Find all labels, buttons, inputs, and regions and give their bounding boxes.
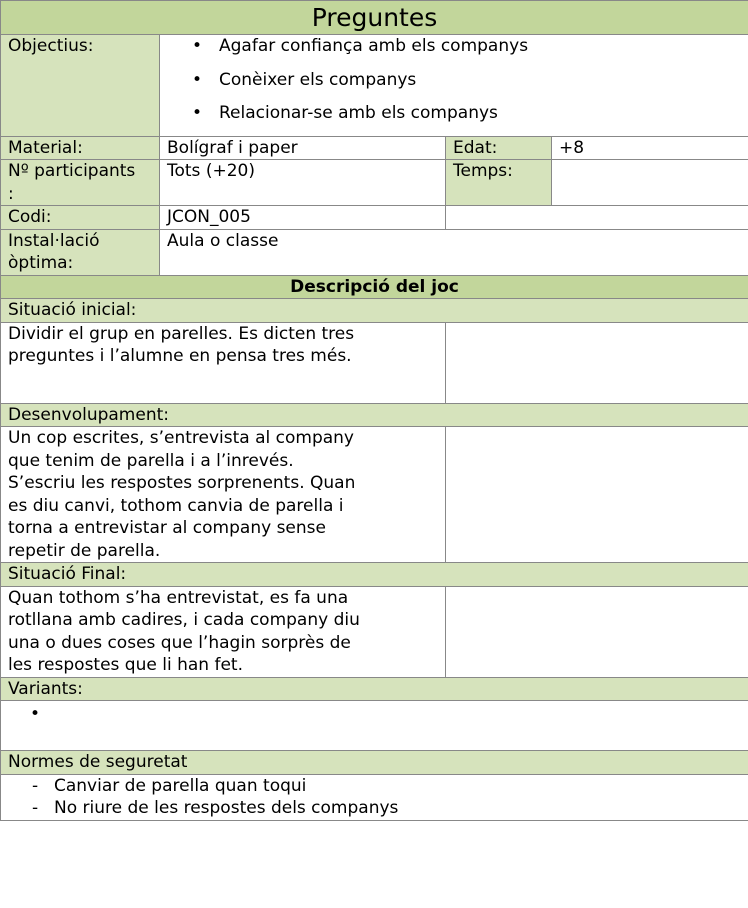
text-line: preguntes i l’alumne en pensa tres més.	[8, 346, 352, 366]
codi-label: Codi:	[1, 206, 160, 230]
dash-icon: -	[32, 775, 39, 796]
desenvolupament-notes	[446, 427, 748, 563]
text-line: Dividir el grup en parelles. Es dicten tres	[8, 323, 355, 344]
desenvolupament-label: Desenvolupament:	[1, 403, 748, 427]
objectius-item: • Relacionar-se amb els companys	[192, 102, 748, 136]
desenvolupament-text	[1, 427, 446, 563]
objectius-value	[160, 35, 748, 137]
normes-item-text: No riure de les respostes dels companys	[54, 798, 399, 818]
text-line: Quan tothom s’ha entrevistat, es fa una	[8, 587, 349, 608]
situacio-inicial-text	[1, 322, 446, 403]
text-line: repetir de parella.	[8, 540, 161, 561]
installacio-label-line: Instal·lació	[8, 230, 100, 251]
page-title: Preguntes	[1, 1, 748, 35]
variants-list	[1, 701, 748, 751]
participants-label	[1, 160, 160, 206]
participants-label-line: :	[8, 183, 14, 204]
material-label: Material:	[1, 136, 160, 160]
situacio-inicial-notes	[446, 322, 748, 403]
temps-label: Temps:	[446, 160, 552, 206]
normes-item-text: Canviar de parella quan toqui	[54, 775, 307, 796]
situacio-final-text	[1, 586, 446, 677]
edat-label: Edat:	[446, 136, 552, 160]
situacio-final-label: Situació Final:	[1, 563, 748, 587]
situacio-final-notes	[446, 586, 748, 677]
normes-item	[9, 797, 748, 820]
text-line: rotllana amb cadires, i cada company diu	[8, 610, 360, 630]
objectius-item: • Agafar confiança amb els companys	[192, 35, 748, 69]
edat-value: +8	[552, 136, 748, 160]
text-line: torna a entrevistar al company sense	[8, 518, 326, 538]
objectius-item: • Conèixer els companys	[192, 69, 748, 103]
temps-value	[552, 160, 748, 206]
text-line: es diu canvi, tothom canvia de parella i	[8, 495, 344, 516]
bullet-icon: •	[30, 704, 41, 724]
situacio-inicial-label: Situació inicial:	[1, 299, 748, 323]
normes-label: Normes de seguretat	[1, 751, 748, 775]
codi-empty-cell	[446, 206, 748, 230]
normes-list	[1, 774, 748, 820]
participants-value: Tots (+20)	[160, 160, 446, 206]
variants-label: Variants:	[1, 677, 748, 701]
participants-label-line: Nº participants	[8, 161, 136, 181]
objectius-label: Objectius:	[1, 35, 160, 137]
text-line: Un cop escrites, s’entrevista al company	[8, 428, 354, 448]
normes-item	[9, 775, 748, 798]
installacio-label-line: òptima:	[8, 253, 74, 273]
codi-value: JCON_005	[160, 206, 446, 230]
text-line: les respostes que li han fet.	[8, 655, 243, 675]
text-line: que tenim de parella i a l’inrevés.	[8, 450, 294, 471]
descripcio-header: Descripció del joc	[1, 275, 748, 299]
objectius-list	[167, 35, 748, 136]
text-line: S’escriu les respostes sorprenents. Quan	[8, 473, 356, 493]
text-line: una o dues coses que l’hagin sorprès de	[8, 632, 351, 653]
installacio-label	[1, 229, 160, 275]
material-value: Bolígraf i paper	[160, 136, 446, 160]
dash-icon: -	[32, 798, 39, 818]
installacio-value: Aula o classe	[160, 229, 748, 275]
